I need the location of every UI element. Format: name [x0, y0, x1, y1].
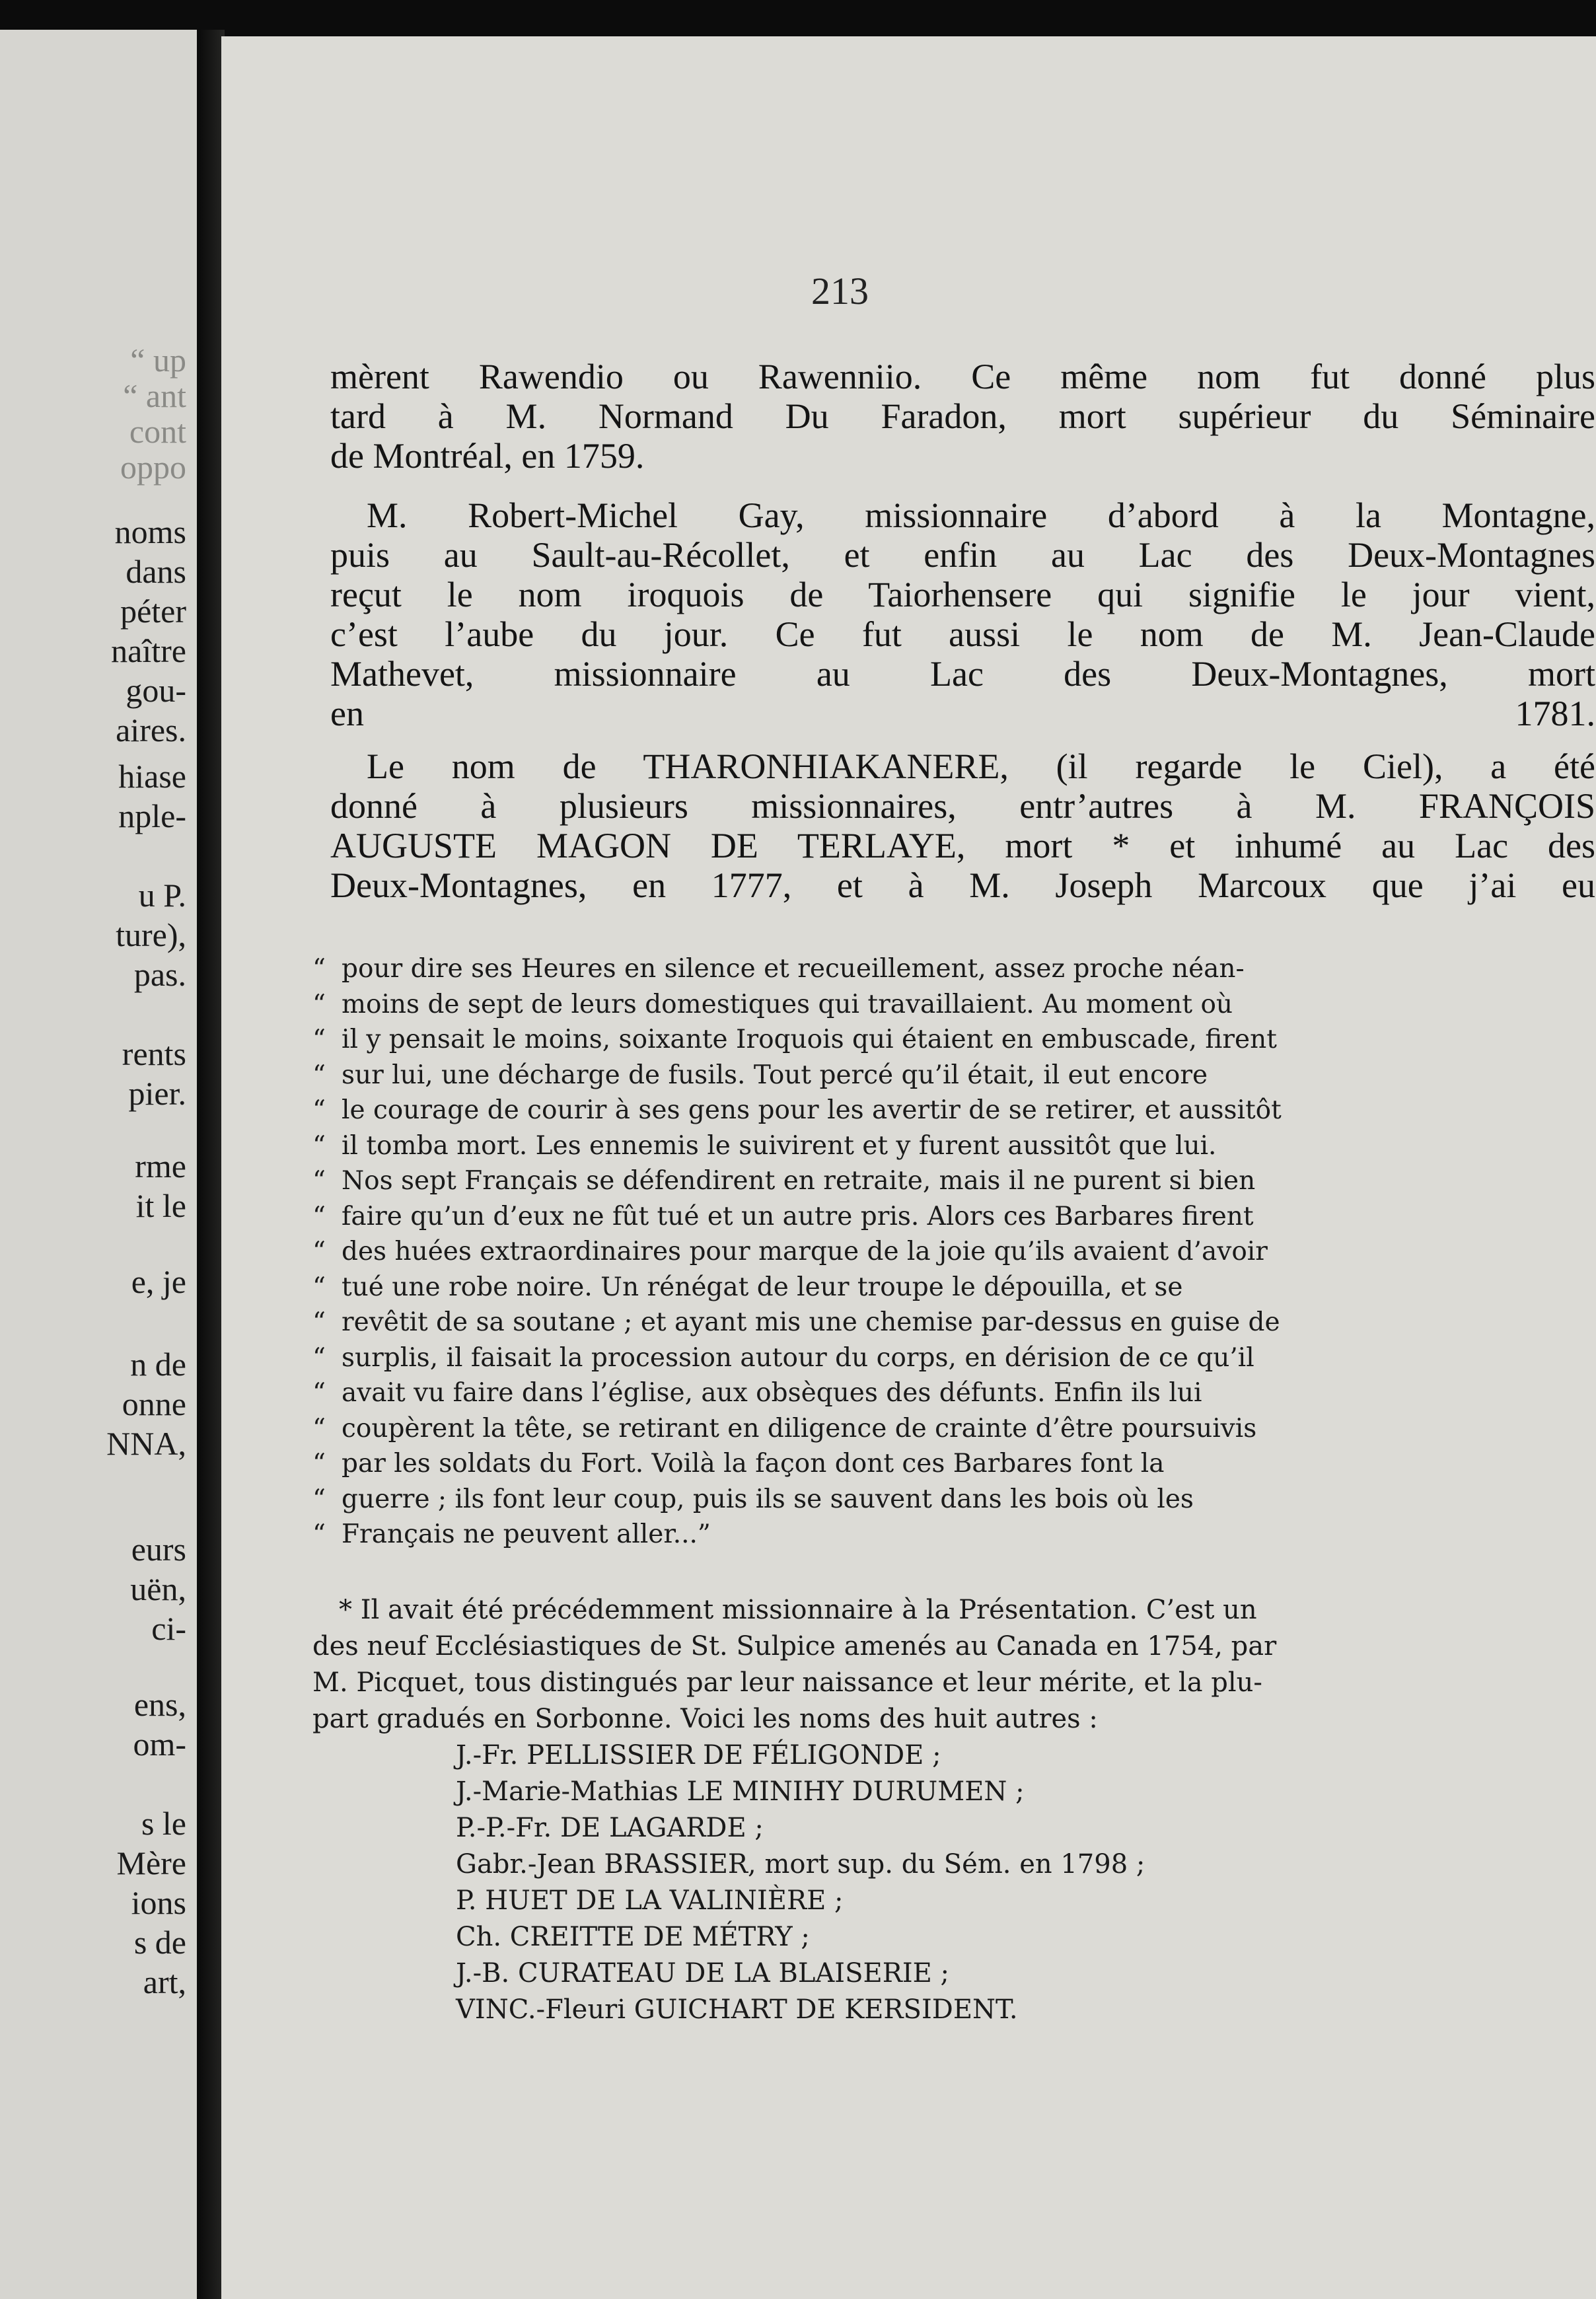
quote-line-text: il y pensait le moins, soixante Iroquois qui étaient en embuscade, firent	[342, 1025, 1277, 1054]
name-entry: J.-Marie-Mathias LE MINIHY DURUMEN ;	[456, 1776, 1025, 1807]
quote-line-text: le courage de courir à ses gens pour les avertir de se retirer, et aussitôt	[342, 1095, 1282, 1125]
quote-mark: “	[312, 1095, 326, 1125]
footnote	[312, 1592, 1591, 1737]
text-line: Le nom de THARONHIAKANERE, (il regarde le Ciel), a été	[367, 747, 1595, 786]
text-line: reçut le nom iroquois de Taiorhensere qui signifie le jour vient,	[330, 575, 1595, 614]
quote-line	[312, 1446, 1591, 1482]
text-line: mèrent Rawendio ou Rawenniio. Ce même nom fut donné plus	[330, 357, 1595, 396]
quote-mark: “	[312, 989, 326, 1019]
quote-line	[312, 1022, 1591, 1058]
text-line: c’est l’aube du jour. Ce fut aussi le nom de M. Jean-Claude	[330, 614, 1595, 654]
quote-line-text: pour dire ses Heures en silence et recueillement, assez proche néan-	[342, 954, 1245, 984]
quote-line	[312, 1305, 1591, 1340]
left-page-text-fragment: s le	[141, 1805, 186, 1842]
quote-mark: “	[312, 1413, 326, 1443]
book-gutter	[198, 30, 225, 2299]
quote-line-text: coupèrent la tête, se retirant en diligence de crainte d’être poursuivis	[342, 1413, 1257, 1443]
footnote-line: des neuf Ecclésiastiques de St. Sulpice amenés au Canada en 1754, par	[312, 1631, 1277, 1661]
footnote-line: part gradués en Sorbonne. Voici les noms des huit autres :	[312, 1704, 1098, 1734]
quote-line	[312, 1234, 1591, 1270]
name-entry: VINC.-Fleuri GUICHART DE KERSIDENT.	[456, 1994, 1018, 2025]
text-line: puis au Sault-au-Récollet, et enfin au Lac des Deux-Montagnes	[330, 535, 1595, 575]
quote-line-text: revêtit de sa soutane ; et ayant mis une chemise par-dessus en guise de	[342, 1307, 1280, 1337]
left-page-text-fragment: onne	[122, 1385, 186, 1422]
text-line: M. Robert-Michel Gay, missionnaire d’abord à la Montagne,	[367, 495, 1595, 535]
left-page-text-fragment: it le	[135, 1187, 186, 1224]
left-page-text-fragment: pas.	[133, 956, 186, 993]
book-page	[221, 36, 1596, 2299]
quote-line	[312, 951, 1591, 987]
paragraph-gay	[330, 495, 1595, 733]
quote-line-text: surplis, il faisait la procession autour du corps, en dérision de ce qu’il	[342, 1342, 1254, 1373]
left-page-text-fragment: art,	[143, 1963, 186, 2000]
quote-line	[312, 1411, 1591, 1447]
quote-line	[312, 1375, 1591, 1411]
left-page-text-fragment: s de	[133, 1924, 186, 1961]
quote-mark: “	[312, 1519, 326, 1549]
quote-line-text: Nos sept Français se défendirent en retraite, mais il ne purent si bien	[342, 1166, 1256, 1196]
name-entry: J.-B. CURATEAU DE LA BLAISERIE ;	[456, 1958, 950, 1989]
quote-line	[312, 1270, 1591, 1305]
left-page-text-fragment: péter	[120, 593, 186, 630]
quote-line	[312, 1482, 1591, 1517]
quote-line-text: il tomba mort. Les ennemis le suivirent et y furent aussitôt que lui.	[342, 1130, 1217, 1161]
text-line: AUGUSTE MAGON DE TERLAYE, mort * et inhumé au Lac des	[330, 826, 1595, 865]
left-page-text-fragment: pier.	[128, 1075, 186, 1112]
left-page-text-fragment: ens,	[133, 1686, 186, 1723]
left-page-text-fragment: NNA,	[106, 1425, 186, 1462]
quote-line	[312, 1517, 1591, 1552]
left-page-text-fragment: nple-	[118, 797, 186, 834]
quote-line-text: des huées extraordinaires pour marque de la joie qu’ils avaient d’avoir	[342, 1237, 1268, 1266]
left-page-text-fragment: oppo	[120, 449, 186, 486]
page-number: 213	[811, 270, 869, 312]
left-page-text-fragment: u P.	[138, 877, 186, 914]
quote-mark: “	[312, 954, 326, 984]
left-page-text-fragment: cont	[129, 413, 186, 450]
name-entry: P. HUET DE LA VALINIÈRE ;	[456, 1885, 844, 1916]
quote-mark: “	[312, 1060, 326, 1090]
footnote-line: M. Picquet, tous distingués par leur naissance et leur mérite, et la plu-	[312, 1667, 1262, 1698]
quote-mark: “	[312, 1166, 326, 1196]
quote-mark: “	[312, 1307, 326, 1337]
quote-mark: “	[312, 1342, 326, 1373]
quote-mark: “	[312, 1130, 326, 1161]
quote-mark: “	[312, 1025, 326, 1054]
quote-line-text: moins de sept de leurs domestiques qui travaillaient. Au moment où	[342, 989, 1233, 1019]
text-line: Mathevet, missionnaire au Lac des Deux-Montagnes, mort	[330, 654, 1595, 694]
quote-mark: “	[312, 1237, 326, 1266]
left-page-text-fragment: “ ant	[123, 377, 186, 414]
left-page-text-fragment: rme	[135, 1148, 186, 1185]
quote-line-text: tué une robe noire. Un rénégat de leur troupe le dépouilla, et se	[342, 1272, 1183, 1302]
left-page-text-fragment: uën,	[130, 1570, 186, 1607]
footnote-line: * Il avait été précédemment missionnaire à la Présentation. C’est un	[339, 1595, 1257, 1625]
left-page-text-fragment: e, je	[131, 1263, 186, 1300]
quote-line-text: guerre ; ils font leur coup, puis ils se sauvent dans les bois où les	[342, 1484, 1194, 1514]
quote-line	[312, 1128, 1591, 1164]
text-line: de Montréal, en 1759.	[330, 436, 645, 476]
quote-mark: “	[312, 1272, 326, 1302]
left-page-text-fragment: om-	[133, 1726, 186, 1763]
quote-line-text: sur lui, une décharge de fusils. Tout percé qu’il était, il eut encore	[342, 1060, 1208, 1090]
text-line: Deux-Montagnes, en 1777, et à M. Joseph Marcoux que j’ai eu	[330, 865, 1595, 905]
left-page-text-fragment: Mère	[116, 1844, 186, 1881]
name-entry: Gabr.-Jean BRASSIER, mort sup. du Sém. en 1798 ;	[456, 1849, 1145, 1879]
left-page-text-fragment: rents	[122, 1035, 186, 1072]
left-page-text-fragment: dans	[126, 553, 186, 590]
left-page-text-fragment: ions	[131, 1884, 186, 1921]
left-page-text-fragment: eurs	[131, 1531, 186, 1568]
name-entry: J.-Fr. PELLISSIER DE FÉLIGONDE ;	[456, 1740, 941, 1770]
quote-line	[312, 1093, 1591, 1128]
quote-line-text: Français ne peuvent aller...”	[342, 1519, 711, 1549]
quote-line	[312, 1199, 1591, 1235]
quote-line	[312, 987, 1591, 1023]
quote-mark: “	[312, 1484, 326, 1514]
quote-line-text: par les soldats du Fort. Voilà la façon dont ces Barbares font la	[342, 1449, 1165, 1478]
left-page-text-fragment: gou-	[126, 672, 186, 709]
quote-line	[312, 1163, 1591, 1199]
quote-line-text: faire qu’un d’eux ne fût tué et un autre pris. Alors ces Barbares firent	[342, 1201, 1254, 1231]
left-page-fragment	[0, 30, 197, 2299]
quote-mark: “	[312, 1201, 326, 1231]
intro-paragraph	[330, 357, 1595, 476]
quote-line	[312, 1058, 1591, 1093]
left-page-text-fragment: hiase	[118, 758, 186, 795]
left-page-text-fragment: “ up	[130, 342, 186, 379]
left-page-text-fragment: aires.	[116, 712, 186, 748]
left-page-text-fragment: n de	[130, 1346, 186, 1383]
quotation-block	[312, 951, 1591, 1552]
quote-line	[312, 1340, 1591, 1376]
name-entry: Ch. CREITTE DE MÉTRY ;	[456, 1922, 810, 1952]
names-list	[456, 1737, 1145, 2028]
text-line: tard à M. Normand Du Faradon, mort supérieur du Séminaire	[330, 396, 1595, 436]
quote-mark: “	[312, 1378, 326, 1408]
name-entry: P.-P.-Fr. DE LAGARDE ;	[456, 1813, 764, 1843]
text-line: donné à plusieurs missionnaires, entr’autres à M. FRANÇOIS	[330, 786, 1595, 826]
left-page-text-fragment: noms	[114, 513, 186, 550]
quote-line-text: avait vu faire dans l’église, aux obsèques des défunts. Enfin ils lui	[342, 1378, 1202, 1408]
text-line: en 1781.	[330, 694, 1595, 733]
quote-mark: “	[312, 1449, 326, 1478]
left-page-text-fragment: naître	[111, 632, 186, 669]
paragraph-tharonhiakanere	[330, 747, 1595, 905]
left-page-text-fragment: ci-	[151, 1610, 186, 1647]
left-page-text-fragment: ture),	[116, 916, 186, 953]
